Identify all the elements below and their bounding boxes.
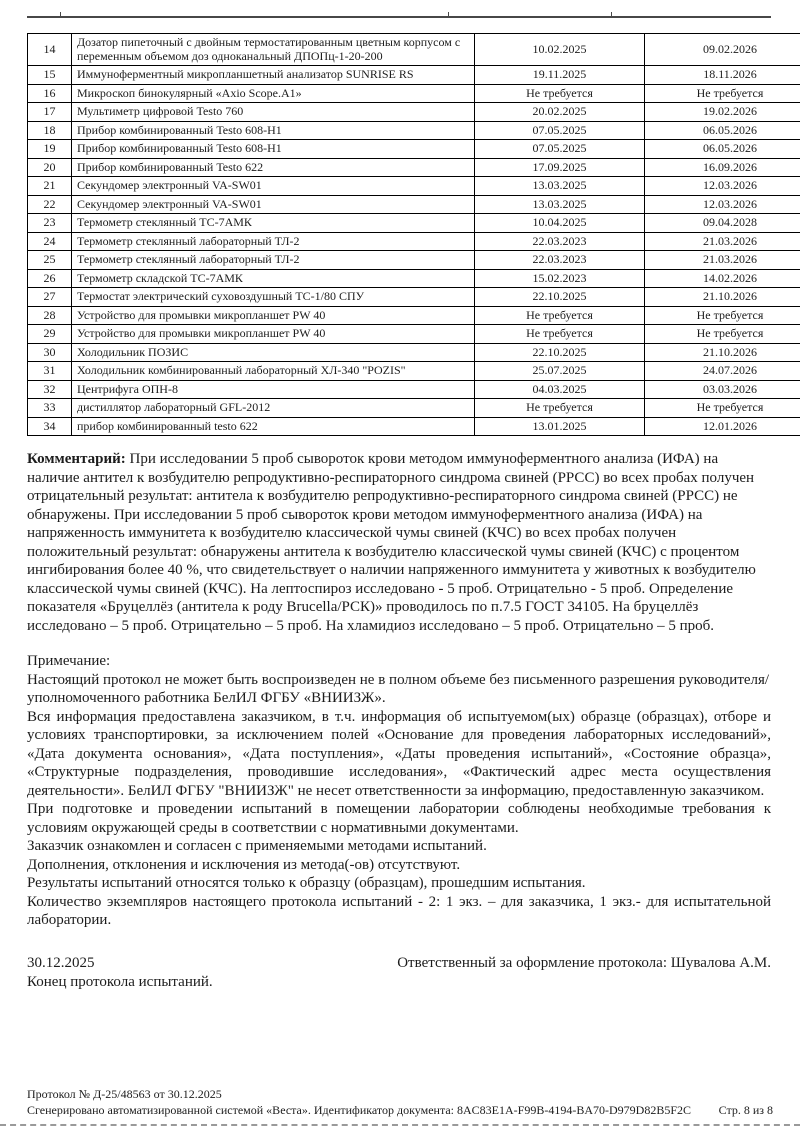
- row-number: 28: [28, 306, 72, 325]
- signoff-section: [27, 954, 771, 992]
- row-number: 16: [28, 84, 72, 103]
- valid-until-date: 16.09.2026: [645, 158, 800, 177]
- page-edge-dashed-line: [0, 1124, 800, 1126]
- calibration-date: 13.03.2025: [475, 177, 645, 196]
- valid-until-date: 03.03.2026: [645, 380, 800, 399]
- valid-until-date: 21.03.2026: [645, 251, 800, 270]
- comment-label: Комментарий:: [27, 451, 126, 467]
- valid-until-date: Не требуется: [645, 399, 800, 418]
- document-body: [27, 33, 771, 992]
- row-number: 29: [28, 325, 72, 344]
- equipment-name: прибор комбинированный testo 622: [72, 417, 475, 436]
- note-paragraph: Результаты испытаний относятся только к образцу (образцам), прошедшим испытания.: [27, 875, 586, 891]
- table-row: [28, 417, 800, 436]
- table-row: [28, 362, 800, 381]
- equipment-name: Иммуноферментный микропланшетный анализатор SUNRISE RS: [72, 66, 475, 85]
- equipment-name: Устройство для промывки микропланшет PW 40: [72, 325, 475, 344]
- responsible-person: Ответственный за оформление протокола: Шувалова А.М.: [397, 954, 771, 971]
- table-row: [28, 84, 800, 103]
- equipment-name: Микроскоп бинокулярный «Axio Scope.A1»: [72, 84, 475, 103]
- table-row: [28, 251, 800, 270]
- table-row: [28, 232, 800, 251]
- equipment-name: Холодильник комбинированный лабораторный ХЛ-340 "POZIS": [72, 362, 475, 381]
- row-number: 20: [28, 158, 72, 177]
- comment-text: При исследовании 5 проб сывороток крови методом иммуноферментного анализа (ИФА) на наличие антител к возбудителю репродуктивно-респираторного синдрома свиней (РРСС) во всех пробах получен отрицательный результат: антитела к возбудителю репродуктивно-респираторного синдрома свиней (РРСС) не обнаружены. При исследовании 5 проб сывороток крови методом иммуноферментного анализа (ИФА) на напряженность иммунитета к возбудителю классической чумы свиней (КЧС) во всех пробах получен положительный результат: обнаружены антитела к возбудителю классической чумы свиней (КЧС) с процентом ингибирования более 40 %, что свидетельствует о наличии напряженного иммунитета у животных к возбудителю классической чумы свиней (КЧС). На лептоспироз исследовано - 5 проб. Отрицательно - 5 проб. Определение показателя «Бруцеллёз (антитела к роду Brucella/РСК)» проводилось по п.7.5 ГОСТ 34105. На бруцеллёз исследовано – 5 проб. Отрицательно – 5 проб. На хламидиоз исследовано – 5 проб. Отрицательно – 5 проб.: [27, 451, 756, 634]
- row-number: 19: [28, 140, 72, 159]
- row-number: 22: [28, 195, 72, 214]
- table-row: [28, 140, 800, 159]
- calibration-date: 04.03.2025: [475, 380, 645, 399]
- equipment-name: Устройство для промывки микропланшет PW 40: [72, 306, 475, 325]
- previous-row-bottom-border: [27, 16, 771, 18]
- equipment-name: Термометр стеклянный лабораторный ТЛ-2: [72, 251, 475, 270]
- calibration-date: 07.05.2025: [475, 140, 645, 159]
- equipment-name: Центрифуга ОПН-8: [72, 380, 475, 399]
- calibration-date: 15.02.2023: [475, 269, 645, 288]
- valid-until-date: 21.10.2026: [645, 343, 800, 362]
- equipment-name: Секундомер электронный VA-SW01: [72, 177, 475, 196]
- equipment-name: Прибор комбинированный Testo 622: [72, 158, 475, 177]
- signoff-row: [27, 954, 771, 973]
- valid-until-date: Не требуется: [645, 306, 800, 325]
- table-row: [28, 399, 800, 418]
- calibration-date: Не требуется: [475, 306, 645, 325]
- valid-until-date: 21.10.2026: [645, 288, 800, 307]
- note-title: Примечание:: [27, 653, 111, 669]
- table-row: [28, 66, 800, 85]
- comment-paragraph: [27, 450, 771, 635]
- table-row: [28, 306, 800, 325]
- valid-until-date: 24.07.2026: [645, 362, 800, 381]
- row-number: 26: [28, 269, 72, 288]
- table-row: [28, 343, 800, 362]
- calibration-date: 10.04.2025: [475, 214, 645, 233]
- row-number: 23: [28, 214, 72, 233]
- calibration-date: 22.03.2023: [475, 232, 645, 251]
- valid-until-date: Не требуется: [645, 325, 800, 344]
- equipment-name: Прибор комбинированный Testo 608-H1: [72, 121, 475, 140]
- table-row: [28, 288, 800, 307]
- row-number: 18: [28, 121, 72, 140]
- table-row: [28, 103, 800, 122]
- equipment-name: Термостат электрический суховоздушный ТС-1/80 СПУ: [72, 288, 475, 307]
- row-number: 14: [28, 34, 72, 66]
- note-section: [27, 652, 771, 930]
- note-paragraph: Дополнения, отклонения и исключения из метода(-ов) отсутствуют.: [27, 856, 461, 873]
- table-row: [28, 325, 800, 344]
- table-row: [28, 177, 800, 196]
- valid-until-date: 09.02.2026: [645, 34, 800, 66]
- row-number: 17: [28, 103, 72, 122]
- equipment-name: Термометр стеклянный ТС-7АМК: [72, 214, 475, 233]
- calibration-date: 17.09.2025: [475, 158, 645, 177]
- page-footer: [27, 1086, 773, 1118]
- row-number: 32: [28, 380, 72, 399]
- column-divider-stub: [448, 12, 449, 16]
- note-paragraphs: [27, 671, 771, 930]
- equipment-name: Секундомер электронный VA-SW01: [72, 195, 475, 214]
- page-number: Стр. 8 из 8: [718, 1103, 773, 1117]
- valid-until-date: 14.02.2026: [645, 269, 800, 288]
- valid-until-date: 09.04.2028: [645, 214, 800, 233]
- equipment-name: дистиллятор лабораторный GFL-2012: [72, 399, 475, 418]
- note-paragraph: При подготовке и проведении испытаний в помещении лаборатории соблюдены необходимые требования к условиям окружающей среды в соответствии с нормативными документами.: [27, 801, 771, 836]
- calibration-date: 13.03.2025: [475, 195, 645, 214]
- column-divider-stub: [611, 12, 612, 16]
- equipment-name: Прибор комбинированный Testo 608-H1: [72, 140, 475, 159]
- calibration-date: 20.02.2025: [475, 103, 645, 122]
- valid-until-date: 12.03.2026: [645, 177, 800, 196]
- valid-until-date: Не требуется: [645, 84, 800, 103]
- protocol-date: 30.12.2025: [27, 954, 95, 971]
- table-row: [28, 269, 800, 288]
- calibration-date: 10.02.2025: [475, 34, 645, 66]
- row-number: 33: [28, 399, 72, 418]
- note-paragraph: Количество экземпляров настоящего протокола испытаний - 2: 1 экз. – для заказчика, 1 экз.- для испытательной лаборатории.: [27, 893, 771, 928]
- table-row: [28, 121, 800, 140]
- row-number: 15: [28, 66, 72, 85]
- equipment-name: Термометр складской ТС-7АМК: [72, 269, 475, 288]
- valid-until-date: 06.05.2026: [645, 140, 800, 159]
- calibration-date: Не требуется: [475, 399, 645, 418]
- note-paragraph: Заказчик ознакомлен и согласен с применяемыми методами испытаний.: [27, 838, 487, 854]
- column-divider-stub: [60, 12, 61, 16]
- calibration-date: 13.01.2025: [475, 417, 645, 436]
- equipment-name: Холодильник ПОЗИС: [72, 343, 475, 362]
- row-number: 30: [28, 343, 72, 362]
- footer-generated-text: Сгенерировано автоматизированной системой «Веста». Идентификатор документа: 8AC83E1A-F99B-4194-BA70-D979D82B5F2C: [27, 1103, 692, 1117]
- calibration-date: Не требуется: [475, 84, 645, 103]
- table-row: [28, 158, 800, 177]
- equipment-name: Термометр стеклянный лабораторный ТЛ-2: [72, 232, 475, 251]
- valid-until-date: 21.03.2026: [645, 232, 800, 251]
- row-number: 31: [28, 362, 72, 381]
- note-paragraph: Настоящий протокол не может быть воспроизведен не в полном объеме без письменного разрешения руководителя/уполномоченного работника БелИЛ ФГБУ «ВНИИЗЖ».: [27, 671, 770, 706]
- valid-until-date: 19.02.2026: [645, 103, 800, 122]
- equipment-table-body: [28, 34, 800, 436]
- calibration-date: 07.05.2025: [475, 121, 645, 140]
- calibration-date: 19.11.2025: [475, 66, 645, 85]
- table-row: [28, 214, 800, 233]
- table-row: [28, 380, 800, 399]
- footer-generated-row: [27, 1102, 773, 1118]
- row-number: 34: [28, 417, 72, 436]
- calibration-date: 22.03.2023: [475, 251, 645, 270]
- equipment-name: Мультиметр цифровой Testo 760: [72, 103, 475, 122]
- calibration-date: 22.10.2025: [475, 288, 645, 307]
- equipment-name: Дозатор пипеточный с двойным термостатированным цветным корпусом с переменным объемом доз одноканальный ДПОПц-1-20-200: [72, 34, 475, 66]
- footer-protocol-number: Протокол № Д-25/48563 от 30.12.2025: [27, 1087, 222, 1101]
- row-number: 24: [28, 232, 72, 251]
- row-number: 21: [28, 177, 72, 196]
- row-number: 27: [28, 288, 72, 307]
- equipment-table: [27, 33, 800, 436]
- valid-until-date: 12.03.2026: [645, 195, 800, 214]
- table-row: [28, 34, 800, 66]
- valid-until-date: 18.11.2026: [645, 66, 800, 85]
- table-row: [28, 195, 800, 214]
- end-of-protocol-line: Конец протокола испытаний.: [27, 973, 213, 990]
- calibration-date: 25.07.2025: [475, 362, 645, 381]
- calibration-date: 22.10.2025: [475, 343, 645, 362]
- row-number: 25: [28, 251, 72, 270]
- valid-until-date: 06.05.2026: [645, 121, 800, 140]
- valid-until-date: 12.01.2026: [645, 417, 800, 436]
- note-paragraph: Вся информация предоставлена заказчиком, в т.ч. информация об испытуемом(ых) образце (образцах), отборе и условиях транспортировки, за исключением полей «Основание для проведения лабораторных исследований», «Дата документа основания», «Дата поступления», «Даты проведения испытаний», «Состояние образца», «Структурные подразделения, проводившие исследования», «Фактический адрес места осуществления деятельности». БелИЛ ФГБУ "ВНИИЗЖ" не несет ответственности за информацию, предоставленную заказчиком.: [27, 708, 771, 799]
- calibration-date: Не требуется: [475, 325, 645, 344]
